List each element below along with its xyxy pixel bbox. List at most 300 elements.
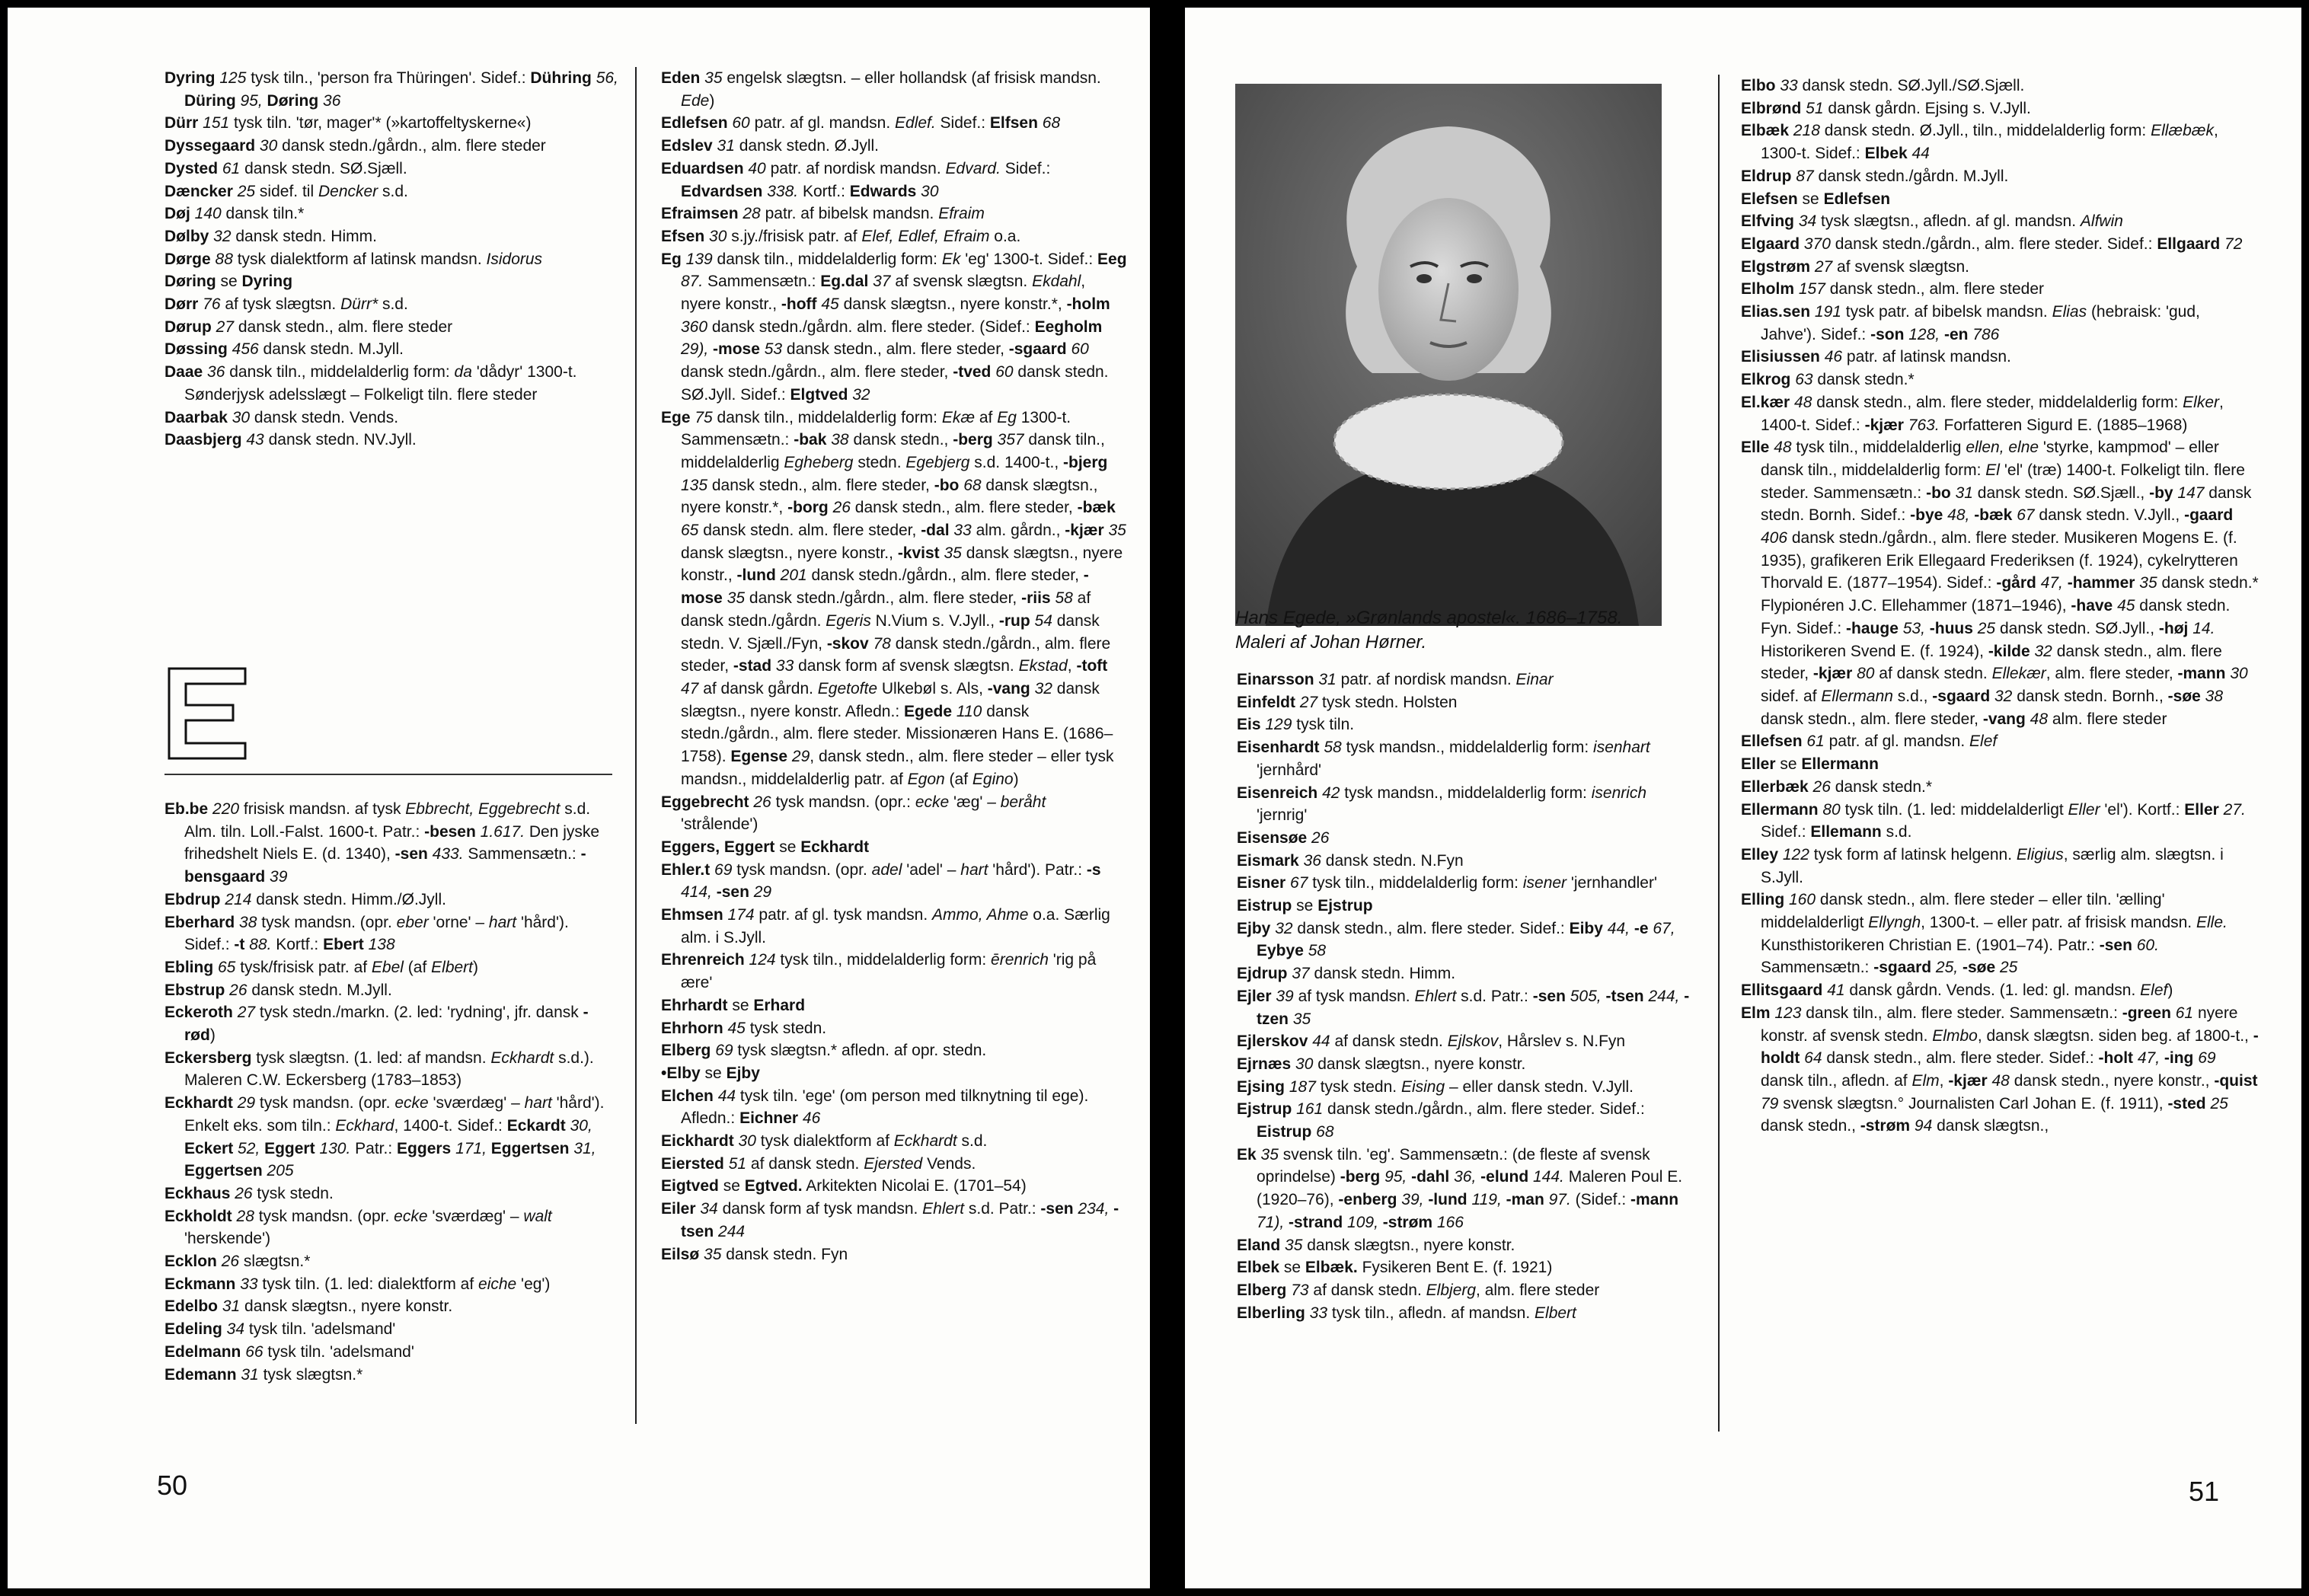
- entry-italic: Ellermann: [1821, 687, 1893, 705]
- entry-italic: 65: [681, 522, 699, 540]
- entry-text: tysk mandsn. (opr.:: [771, 793, 915, 811]
- entry-italic: 69: [711, 1042, 733, 1060]
- entry-headword: -bo: [934, 476, 960, 494]
- entry-italic: 67: [1285, 874, 1308, 892]
- dictionary-entry: [1741, 753, 2259, 776]
- dictionary-entry: [164, 293, 618, 316]
- entry-text: dansk stedn. V.Jyll.,: [2034, 506, 2185, 525]
- entry-italic: Elmbo: [1932, 1026, 1978, 1045]
- entry-italic: 44,: [1602, 919, 1634, 937]
- entry-text: (af: [944, 770, 972, 788]
- entry-headword: -hauge: [1846, 619, 1899, 637]
- entry-text: dansk stedn. Ø.Jyll., tiln., middelalderlig form:: [1819, 122, 2151, 140]
- entry-headword: Edemann: [164, 1365, 237, 1384]
- dictionary-entry: [164, 979, 618, 1002]
- entry-text: , 1300-t. – eller patr. af frisisk mandsn.: [1921, 914, 2196, 932]
- entry-headword: Eiler: [661, 1200, 696, 1218]
- entry-headword: Eismark: [1237, 851, 1299, 870]
- entry-headword: Eg: [661, 250, 682, 268]
- entry-headword: Egense: [730, 748, 788, 766]
- entry-italic: 40: [743, 159, 766, 177]
- entry-text: 'strålende'): [681, 816, 758, 834]
- entry-text: dansk stedn. Himm.: [1309, 965, 1456, 983]
- entry-italic: 39: [1271, 987, 1294, 1005]
- entry-italic: 25: [232, 182, 256, 200]
- entry-headword: Elberg: [1237, 1281, 1287, 1299]
- entry-italic: 27: [232, 1004, 256, 1022]
- entry-italic: 370: [1800, 235, 1831, 253]
- entry-italic: 35: [939, 544, 962, 562]
- entry-text: ): [709, 91, 715, 110]
- entry-italic: 29),: [681, 340, 714, 359]
- entry-headword: Edlefsen: [661, 114, 728, 132]
- entry-text: tysk dialektform af: [755, 1132, 894, 1151]
- entry-text: dansk tiln., afledn. af: [1761, 1071, 1912, 1090]
- dictionary-entry: [164, 316, 618, 339]
- entry-italic: Ekdahl: [1032, 273, 1081, 291]
- entry-headword: -sen: [1532, 987, 1566, 1005]
- entry-italic: 122: [1778, 845, 1809, 863]
- entry-text: 'hård'). Enkelt eks. som tiln.:: [184, 1094, 605, 1135]
- entry-text: (Sidef.:: [1570, 1191, 1631, 1209]
- dictionary-entry: [164, 798, 618, 889]
- entry-italic: 76: [198, 295, 221, 314]
- entry-headword: •Elby: [661, 1064, 701, 1082]
- entry-headword: -have: [2071, 597, 2113, 615]
- entry-text: af: [975, 408, 998, 426]
- entry-text: tysk stedn./markn. (2. led: 'rydning', jfr. dansk: [255, 1004, 583, 1022]
- entry-italic: 47,: [2036, 574, 2068, 592]
- dictionary-entry: [661, 407, 1127, 791]
- entry-headword: -sgaard: [1008, 340, 1067, 359]
- entry-text: dansk stedn./gårdn., alm. flere steder. Missionæren Hans E. (1686–1758).: [681, 702, 1113, 766]
- entry-text: dansk stedn. V. Sjæll./Fyn,: [681, 611, 1100, 653]
- entry-text: s.d.: [378, 182, 408, 200]
- entry-italic: 68: [1311, 1123, 1334, 1141]
- entry-text: , særlig alm. slægtsn. i S.Jyll.: [1761, 845, 2224, 886]
- entry-italic: Alfwin: [2080, 212, 2123, 231]
- entry-italic: 45: [2113, 597, 2135, 615]
- entry-headword: -sen: [2099, 936, 2132, 954]
- entry-italic: Ehlert: [922, 1200, 965, 1218]
- entry-italic: 58: [1050, 589, 1073, 608]
- entry-italic: Ek: [941, 250, 961, 268]
- entry-italic: 35: [1103, 522, 1126, 540]
- dictionary-entry: [661, 1039, 1127, 1062]
- dictionary-entry: [164, 1295, 618, 1318]
- entry-italic: 87: [1791, 167, 1814, 185]
- entry-headword: -dal: [921, 522, 950, 540]
- entry-text: af dansk stedn.: [746, 1154, 864, 1173]
- entry-headword: Eiby: [1569, 919, 1603, 937]
- entry-headword: -søe: [2167, 687, 2201, 705]
- entry-text: dansk stedn./gårdn., alm. flere steder,: [681, 634, 1111, 675]
- entry-text: se: [1797, 190, 1824, 208]
- entry-italic: Egino: [972, 770, 1014, 788]
- entry-text: af dansk stedn.: [1330, 1033, 1448, 1051]
- dictionary-entry: [164, 911, 618, 956]
- entry-headword: Elfsen: [989, 114, 1038, 132]
- entry-headword: Eckmann: [164, 1275, 236, 1293]
- entry-headword: -strøm: [1382, 1213, 1433, 1231]
- entry-italic: 174: [723, 906, 755, 924]
- entry-text: dansk stedn., alm. flere steder: [1825, 280, 2045, 298]
- entry-text: dansk gårdn. Ejsing s. V.Jyll.: [1823, 99, 2031, 117]
- entry-italic: Ehlert: [1414, 987, 1457, 1005]
- entry-italic: 151: [198, 114, 230, 132]
- entry-text: dansk stedn., alm. flere steder. Sidef.:: [1822, 1049, 2099, 1068]
- entry-italic: 36,: [1449, 1168, 1481, 1186]
- entry-italic: Ekstad: [1018, 657, 1068, 675]
- entry-italic: El: [1985, 461, 2000, 479]
- entry-italic: 139: [681, 250, 713, 268]
- dictionary-entry: [1237, 1053, 1698, 1076]
- entry-italic: 67: [2012, 506, 2035, 525]
- entry-italic: 166: [1432, 1213, 1464, 1231]
- entry-text: , 1400-t. Sidef.:: [1761, 393, 2224, 434]
- entry-headword: Eilsø: [661, 1245, 700, 1263]
- entry-italic: 37: [1287, 965, 1310, 983]
- entry-headword: Elchen: [661, 1087, 714, 1105]
- entry-headword: -strand: [1289, 1213, 1343, 1231]
- dictionary-entry: [164, 1001, 618, 1046]
- entry-headword: -skov: [826, 634, 869, 653]
- entry-italic: 95,: [1380, 1168, 1412, 1186]
- entry-headword: -borg: [787, 499, 829, 517]
- entry-text: dansk slægtsn., nyere konstr.: [1302, 1236, 1515, 1254]
- entry-headword: Elkrog: [1741, 371, 1791, 389]
- entry-italic: 30,: [565, 1116, 592, 1135]
- entry-text: 'eg'): [516, 1275, 551, 1293]
- dictionary-entry: [1741, 97, 2259, 120]
- entry-italic: 505,: [1565, 987, 1606, 1005]
- entry-text: tysk slægtsn.* afledn. af opr. stedn.: [733, 1042, 987, 1060]
- entry-italic: hart: [488, 913, 517, 931]
- entry-italic: Isidorus: [486, 250, 543, 268]
- entry-headword: Elbæk.: [1305, 1259, 1358, 1277]
- entry-italic: 125: [215, 69, 247, 87]
- entry-headword: Eckersberg: [164, 1049, 252, 1067]
- entry-headword: -toft: [1076, 657, 1108, 675]
- entry-text: s.d.: [378, 295, 408, 314]
- entry-text: se: [774, 838, 801, 856]
- entry-headword: Dürr: [164, 114, 199, 132]
- entry-italic: Elef, Edlef, Efraim: [861, 227, 990, 245]
- entry-italic: da: [454, 363, 472, 381]
- dictionary-entry: [1237, 827, 1698, 850]
- entry-italic: 69: [2193, 1049, 2216, 1068]
- entry-italic: 72: [2220, 235, 2243, 253]
- entry-italic: 220: [208, 800, 240, 818]
- entry-headword: Ejby: [1237, 919, 1271, 937]
- entry-italic: 52,: [233, 1139, 265, 1157]
- entry-italic: 32: [2030, 642, 2052, 660]
- entry-text: 'dådyr' 1300-t. Sønderjysk adelsslægt – Folkeligt tiln. flere steder: [184, 363, 577, 404]
- entry-headword: Eybye: [1257, 942, 1304, 960]
- entry-italic: 88.: [244, 936, 272, 954]
- entry-italic: 43: [241, 431, 264, 449]
- entry-text: dansk stedn., nyere konstr.,: [2009, 1071, 2215, 1090]
- entry-text: dansk stedn. M.Jyll.: [247, 981, 392, 999]
- entry-headword: -kvist: [897, 544, 940, 562]
- entry-headword: Elfving: [1741, 212, 1795, 231]
- entry-text: Sidef.:: [1000, 159, 1051, 177]
- entry-italic: 60: [991, 363, 1014, 381]
- entry-text: , alm. flere steder,: [2046, 665, 2178, 683]
- dictionary-entry: [661, 67, 1127, 112]
- entry-headword: -kjær: [1065, 522, 1104, 540]
- entry-italic: 48: [1769, 439, 1792, 457]
- entry-headword: -berg: [1340, 1168, 1381, 1186]
- entry-text: alm. gårdn.,: [971, 522, 1065, 540]
- entry-italic: 75: [690, 408, 713, 426]
- entry-headword: Ellgaard: [2157, 235, 2221, 253]
- entry-italic: 46: [1819, 348, 1843, 366]
- entry-italic: 786: [1968, 325, 2000, 343]
- entry-headword: -enberg: [1338, 1191, 1397, 1209]
- entry-text: af dansk stedn.: [1874, 665, 1992, 683]
- entry-headword: Erhard: [753, 996, 806, 1014]
- entry-text: s.d.). Maleren C.W. Eckersberg (1783–1853): [184, 1049, 594, 1090]
- entry-italic: 26: [225, 981, 248, 999]
- dictionary-entry: [1237, 736, 1698, 781]
- entry-headword: Eckhardt: [800, 838, 870, 856]
- entry-italic: 30: [255, 137, 278, 155]
- entry-italic: adel: [871, 860, 902, 879]
- dictionary-entry: [1237, 850, 1698, 873]
- entry-headword: -mann: [1630, 1191, 1679, 1209]
- entry-text: Forfatteren Sigurd E. (1885–1968): [1939, 416, 2188, 434]
- entry-italic: Eller: [2068, 800, 2100, 819]
- entry-italic: 97.: [1544, 1191, 1571, 1209]
- entry-headword: Elias.sen: [1741, 303, 1811, 321]
- entry-text: 'styrke, kampmod' – eller dansk tiln., middelalderlig form:: [1761, 439, 2219, 479]
- entry-headword: El.kær: [1741, 393, 1790, 411]
- dictionary-entry: [661, 1017, 1127, 1040]
- entry-italic: 35: [700, 69, 723, 87]
- entry-headword: -lund: [1428, 1191, 1467, 1209]
- entry-text: sidef. til: [255, 182, 318, 200]
- dictionary-entry: [1237, 691, 1698, 714]
- entry-italic: 94: [1910, 1117, 1933, 1135]
- entry-italic: 31: [712, 137, 735, 155]
- entry-headword: -sen: [1040, 1200, 1074, 1218]
- entry-italic: Eckhardt: [893, 1132, 957, 1151]
- entry-headword: -huus: [1929, 619, 1973, 637]
- entry-headword: Dæncker: [164, 182, 233, 200]
- entry-italic: Egetofte: [817, 679, 878, 697]
- entry-text: ,: [1939, 1071, 1949, 1090]
- entry-italic: Ammo, Ahme: [932, 906, 1029, 924]
- entry-headword: Eckhardt: [164, 1094, 233, 1112]
- entry-headword: Edvardsen: [681, 182, 763, 200]
- entry-italic: 187: [1285, 1077, 1316, 1096]
- entry-headword: Elm: [1741, 1004, 1771, 1022]
- entry-headword: -en: [1943, 325, 1969, 343]
- entry-italic: Edlef.: [895, 114, 936, 132]
- entry-text: dansk stedn. N.Fyn: [1321, 851, 1464, 870]
- entry-text: dansk stedn., alm. flere steder,: [1761, 710, 1983, 728]
- entry-text: se: [718, 1177, 745, 1195]
- dictionary-entry: [661, 1175, 1127, 1198]
- dictionary-entry: [661, 203, 1127, 225]
- entry-text: tysk mandsn. (opr.: [732, 860, 872, 879]
- entry-headword: Eichner: [739, 1109, 799, 1128]
- entry-italic: 32: [209, 227, 232, 245]
- entry-italic: 30: [227, 408, 251, 426]
- entry-text: dansk stedn., alm. flere steder,: [782, 340, 1009, 359]
- entry-text: dansk tiln., middelalderlig form:: [712, 408, 942, 426]
- entry-headword: Eg.dal: [820, 273, 869, 291]
- entry-italic: 63: [1790, 371, 1813, 389]
- entry-headword: Eckert: [184, 1139, 234, 1157]
- entry-text: dansk tiln., middelalderlig form:: [225, 363, 455, 381]
- caption-line: Maleri af Johan Hørner.: [1235, 632, 1427, 653]
- entry-text: o.a.: [989, 227, 1021, 245]
- entry-italic: 406: [1761, 529, 1788, 547]
- entry-text: dansk stedn. Bornh.,: [2012, 687, 2168, 705]
- entry-text: 'el' (træ) 1400-t. Folkeligt tiln. flere steder. Sammensætn.:: [1761, 461, 2245, 502]
- entry-headword: Einarsson: [1237, 671, 1314, 688]
- entry-italic: 32: [848, 385, 870, 404]
- entry-italic: 42: [1317, 784, 1340, 802]
- entry-text: dansk stedn./gårdn. alm. flere steder. (Sidef.:: [707, 318, 1035, 336]
- entry-italic: 456: [227, 340, 259, 359]
- entry-text: Sammensætn.:: [463, 845, 581, 863]
- entry-italic: 31: [1950, 484, 1973, 502]
- entry-text: s.d. 1400-t.,: [969, 453, 1064, 471]
- entry-text: tysk tiln., 'person fra Thüringen'. Sidef.:: [246, 69, 531, 87]
- entry-text: Maleren Poul E. (1920–76),: [1257, 1168, 1683, 1209]
- entry-italic: 88: [210, 250, 233, 268]
- entry-italic: beråht: [1000, 793, 1046, 811]
- entry-headword: Edwards: [849, 182, 917, 200]
- entry-italic: 35: [722, 589, 746, 608]
- entry-headword: Eisner: [1237, 874, 1286, 892]
- entry-headword: -hammer: [2067, 574, 2135, 592]
- entry-text: s.d. Alm. tiln. Loll.-Falst. 1600-t. Patr.:: [184, 800, 591, 841]
- entry-headword: -mose: [713, 340, 760, 359]
- entry-headword: Ege: [661, 408, 691, 426]
- entry-text: dansk stedn. SØ.Sjæll.,: [1972, 484, 2150, 502]
- entry-italic: Ellæbæk: [2151, 122, 2214, 140]
- entry-headword: -tsen: [1605, 987, 1644, 1005]
- entry-headword: -kjær: [1812, 665, 1853, 683]
- entry-italic: ecke: [394, 1094, 429, 1112]
- entry-headword: Elisiussen: [1741, 348, 1820, 366]
- entry-headword: -gaard: [2184, 506, 2234, 525]
- entry-text: , nyere konstr.,: [681, 273, 1086, 314]
- entry-headword: Ebdrup: [164, 890, 221, 908]
- entry-text: s.d. Patr.:: [1456, 987, 1533, 1005]
- entry-text: dansk stedn. SØ.Jyll. Sidef.:: [681, 363, 1109, 404]
- entry-italic: Elias: [2052, 303, 2087, 321]
- entry-text: 'rig på ære': [681, 951, 1097, 992]
- entry-headword: Ehrhardt: [661, 996, 728, 1014]
- entry-headword: Eistrup: [1257, 1123, 1312, 1141]
- entry-italic: 45: [816, 295, 839, 314]
- entry-italic: 157: [1794, 280, 1825, 298]
- entry-headword: Eckeroth: [164, 1004, 233, 1022]
- entry-text: se: [1279, 1259, 1305, 1277]
- entry-text: Patr.:: [350, 1139, 398, 1157]
- entry-headword: Eistrup: [1237, 897, 1292, 915]
- dictionary-entry: [661, 791, 1127, 836]
- dictionary-entry: [661, 994, 1127, 1017]
- entry-italic: 51: [723, 1154, 747, 1173]
- entry-italic: 73: [1286, 1281, 1309, 1299]
- entry-italic: 48: [1790, 393, 1812, 411]
- entry-headword: -holt: [2098, 1049, 2134, 1068]
- entry-text: 'hård'). Sidef.:: [184, 913, 569, 954]
- dictionary-entry: [1741, 346, 2259, 369]
- entry-text: N.Vium s. V.Jyll.,: [870, 611, 999, 630]
- entry-italic: Eg: [997, 408, 1017, 426]
- entry-headword: Egtved.: [744, 1177, 803, 1195]
- entry-text: , 1400-t. Sidef.:: [394, 1116, 507, 1135]
- entry-text: Kunsthistorikeren Christian E. (1901–74). Patr.:: [1761, 936, 2100, 954]
- dictionary-entry: [661, 248, 1127, 407]
- entry-text: dansk stedn. SØ.Jyll.,: [1995, 619, 2159, 637]
- entry-headword: Dühring: [530, 69, 592, 87]
- entry-headword: -lund: [736, 567, 776, 585]
- entry-text: tysk tiln. (1. led: dialektform af: [257, 1275, 479, 1293]
- entry-headword: Egede: [904, 702, 953, 720]
- entry-text: tysk mandsn., middelalderlig form:: [1341, 739, 1594, 757]
- entry-text: patr. af nordisk mandsn.: [765, 159, 946, 177]
- entry-headword: -kjær: [1864, 416, 1904, 434]
- entry-italic: 38: [235, 913, 257, 931]
- dictionary-entry: [1741, 75, 2259, 97]
- entry-text: dansk stedn.,: [1761, 1117, 1860, 1135]
- dictionary-entry: [164, 1047, 618, 1092]
- entry-italic: Eckhard: [335, 1116, 394, 1135]
- dictionary-entry: [1741, 301, 2259, 346]
- entry-text: dansk slægtsn., nyere konstr.: [240, 1298, 453, 1316]
- entry-text: patr. af nordisk mandsn.: [1336, 671, 1516, 688]
- dictionary-entry: [1741, 188, 2259, 211]
- entry-text: ,: [1067, 657, 1077, 675]
- entry-headword: Efsen: [661, 227, 705, 245]
- dictionary-entry: [164, 361, 618, 406]
- entry-italic: 128,: [1904, 325, 1944, 343]
- entry-italic: Eligius: [2016, 845, 2064, 863]
- entry-text: dansk gårdn. Vends. (1. led: gl. mandsn.: [1844, 982, 2141, 1000]
- entry-text: 'el'). Kortf.:: [2100, 800, 2185, 819]
- entry-text: dansk stedn./gårdn., alm. flere steder,: [681, 363, 953, 381]
- entry-headword: -man: [1506, 1191, 1544, 1209]
- entry-headword: -bæk: [1077, 499, 1116, 517]
- entry-text: dansk stedn.*: [1812, 371, 1915, 389]
- entry-text: Kortf.:: [798, 182, 850, 200]
- entry-headword: Elbek: [1864, 145, 1908, 163]
- entry-headword: -høj: [2158, 619, 2189, 637]
- entry-headword: Elbek: [1237, 1259, 1280, 1277]
- entry-italic: 35: [1256, 1145, 1279, 1163]
- entry-headword: -kjær: [1948, 1071, 1988, 1090]
- entry-headword: Ellefsen: [1741, 733, 1803, 751]
- dictionary-entry: [164, 270, 618, 293]
- entry-headword: -tved: [953, 363, 992, 381]
- entry-italic: ērenrich: [991, 951, 1049, 969]
- entry-text: dansk stedn./gårdn., alm. flere steder: [277, 137, 546, 155]
- entry-italic: Ebel: [371, 958, 404, 976]
- caption-line: Hans Egede, »Grønlands apostel«. 1686–1758.: [1235, 608, 1623, 628]
- dictionary-entry: [1237, 1144, 1698, 1234]
- portrait-caption: [1235, 606, 1707, 655]
- entry-headword: -mose: [681, 567, 1089, 608]
- dictionary-entry: [661, 1153, 1127, 1176]
